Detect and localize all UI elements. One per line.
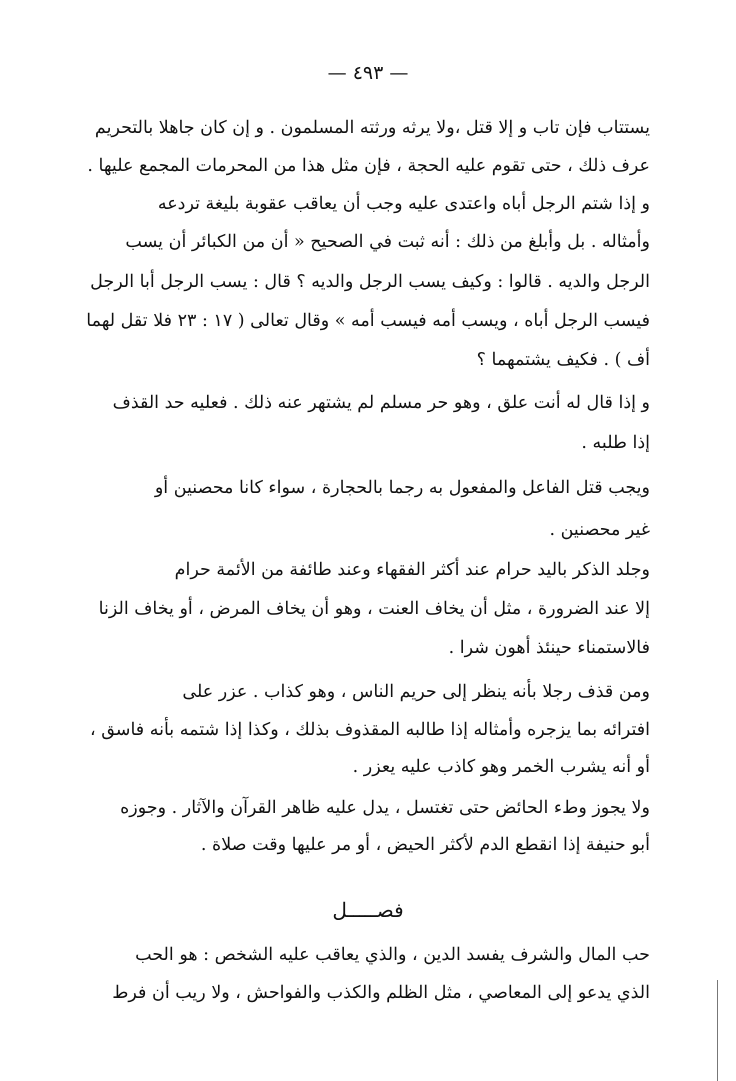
text-line: يستتاب فإن تاب و إلا قتل ،ولا يرثه ورثته المسلمون . و إن كان جاهلا بالتحريم <box>94 118 650 138</box>
page-number: — ٤٩٣ — <box>327 62 409 84</box>
section-heading: فصـــــل <box>332 898 404 922</box>
text-line: ومن قذف رجلا بأنه ينظر إلى حريم الناس ، وهو كذاب . عزر على <box>182 682 650 702</box>
text-line: غير محصنين . <box>549 520 650 540</box>
text-line: إذا طلبه . <box>581 433 650 453</box>
text-line: و إذا شتم الرجل أباه واعتدى عليه وجب أن يعاقب عقوبة بليغة تردعه <box>157 194 650 214</box>
text-line: أف ) . فكيف يشتمهما ؟ <box>476 350 650 370</box>
text-line: افترائه بما يزجره وأمثاله إذا طالبه المقذوف بذلك ، وكذا إذا شتمه بأنه فاسق ، <box>89 720 650 740</box>
text-line: وجلد الذكر باليد حرام عند أكثر الفقهاء وعند طائفة من الأئمة حرام <box>174 560 650 580</box>
text-line: الرجل والديه . قالوا : وكيف يسب الرجل والديه ؟ قال : يسب الرجل أبا الرجل <box>90 272 650 292</box>
text-line: فالاستمناء حينئذ أهون شرا . <box>448 638 650 658</box>
page-edge-line <box>717 980 718 1081</box>
text-line: وأمثاله . بل وأبلغ من ذلك : أنه ثبت في الصحيح « أن من الكبائر أن يسب <box>125 232 650 252</box>
text-line: ويجب قتل الفاعل والمفعول به رجما بالحجارة ، سواء كانا محصنين أو <box>154 478 650 498</box>
text-line: فيسب الرجل أباه ، ويسب أمه فيسب أمه » وقال تعالى ( ١٧ : ٢٣ فلا تقل لهما <box>86 311 650 331</box>
text-line: أو أنه يشرب الخمر وهو كاذب عليه يعزر . <box>352 757 650 777</box>
text-line: عرف ذلك ، حتى تقوم عليه الحجة ، فإن مثل هذا من المحرمات المجمع عليها . <box>87 156 650 176</box>
text-line: ولا يجوز وطء الحائض حتى تغتسل ، يدل عليه ظاهر القرآن والآثار . وجوزه <box>120 798 650 818</box>
text-line: إلا عند الضرورة ، مثل أن يخاف العنت ، وهو أن يخاف المرض ، أو يخاف الزنا <box>98 599 650 619</box>
text-line: الذي يدعو إلى المعاصي ، مثل الظلم والكذب والفواحش ، ولا ريب أن فرط <box>112 983 650 1003</box>
text-line: أبو حنيفة إذا انقطع الدم لأكثر الحيض ، أو مر عليها وقت صلاة . <box>200 835 650 855</box>
text-line: و إذا قال له أنت علق ، وهو حر مسلم لم يشتهر عنه ذلك . فعليه حد القذف <box>112 393 650 413</box>
text-line: حب المال والشرف يفسد الدين ، والذي يعاقب عليه الشخص : هو الحب <box>135 945 650 965</box>
